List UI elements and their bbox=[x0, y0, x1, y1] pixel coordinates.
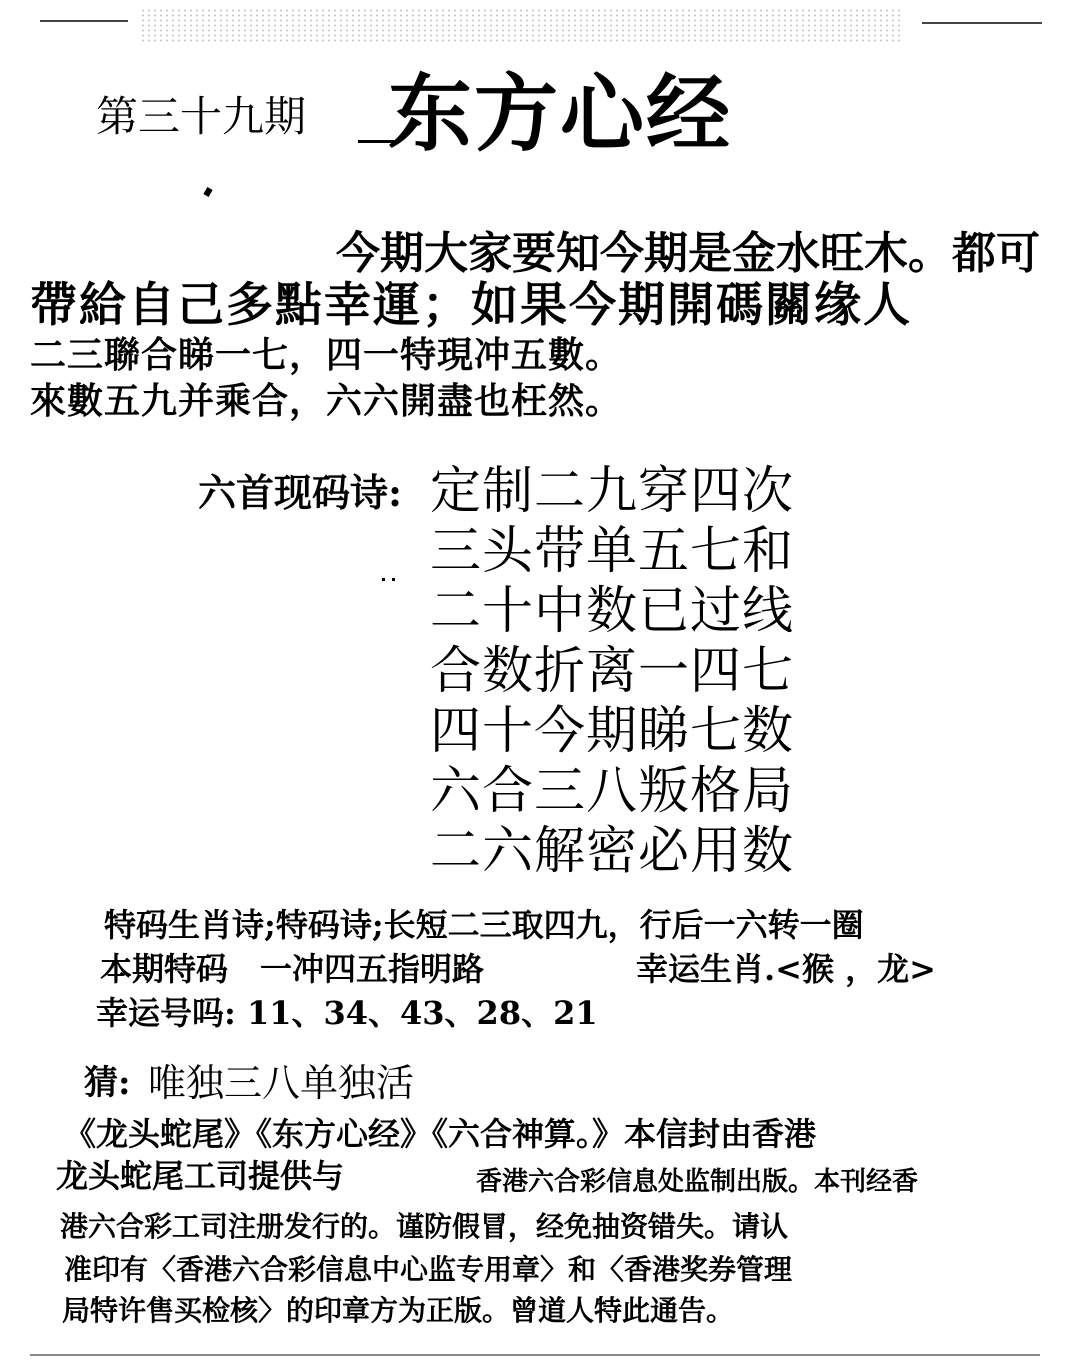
bottom-rule bbox=[30, 1354, 1040, 1356]
intro-line-4: 來數五九并乘合，六六開盡也枉然。 bbox=[30, 380, 623, 422]
poem-label: 六首现码诗: bbox=[198, 470, 403, 515]
scan-noise bbox=[140, 8, 900, 42]
notice-line-5: 局特许售买检核〉的印章方为正版。曾道人特此通告。 bbox=[62, 1294, 735, 1327]
special-code-poem: 特码生肖诗;特码诗;长短二三取四九，行后一六转一圈 bbox=[104, 906, 864, 944]
notice-line-3: 港六合彩工司注册发行的。谨防假冒，经免抽资错失。请认 bbox=[60, 1210, 789, 1243]
top-rule-left bbox=[40, 20, 128, 22]
page-title: 东方心经 bbox=[388, 64, 733, 163]
guess-text: 唯独三八单独活 bbox=[148, 1061, 415, 1105]
top-rule-right bbox=[922, 22, 1042, 24]
intro-line-1: 今期大家要知今期是金水旺木。都可 bbox=[336, 228, 1040, 279]
issue-number: 第三十九期 bbox=[96, 92, 307, 141]
notice-line-2b: 香港六合彩信息处监制出版。本刊经香 bbox=[476, 1167, 919, 1197]
lucky-zodiac: 幸运生肖.<猴 ，龙> bbox=[636, 950, 936, 988]
poem-line: 四十今期睇七数 bbox=[430, 702, 795, 761]
poem-line: 三头带单五七和 bbox=[430, 522, 795, 581]
poem-line: 二十中数已过线 bbox=[430, 582, 795, 641]
notice-line-4: 准印有〈香港六合彩信息中心监专用章〉和〈香港奖券管理 bbox=[64, 1253, 793, 1286]
intro-line-2: 帶給自己多點幸運；如果今期開碼關缘人 bbox=[30, 278, 912, 333]
notice-line-2a: 龙头蛇尾工司提供与 bbox=[56, 1157, 345, 1195]
intro-line-3: 二三聯合睇一七，四一特現冲五數。 bbox=[30, 334, 623, 376]
lucky-numbers: 幸运号吗: 11、34、43、28、21 bbox=[96, 994, 598, 1032]
guess-label: 猜: bbox=[84, 1063, 131, 1103]
ink-speck bbox=[392, 578, 395, 581]
poem-line: 定制二九穿四次 bbox=[430, 462, 795, 521]
poem-line: 二六解密必用数 bbox=[430, 822, 795, 881]
ink-speck bbox=[203, 187, 212, 197]
ink-speck bbox=[382, 578, 385, 581]
special-code-hint: 本期特码 一冲四五指明路 bbox=[100, 950, 485, 988]
notice-line-1: 《龙头蛇尾》《东方心经》《六合神算。》本信封由香港 bbox=[64, 1115, 817, 1153]
poem-line: 六合三八叛格局 bbox=[430, 762, 795, 821]
poem-line: 合数折离一四七 bbox=[430, 642, 795, 701]
